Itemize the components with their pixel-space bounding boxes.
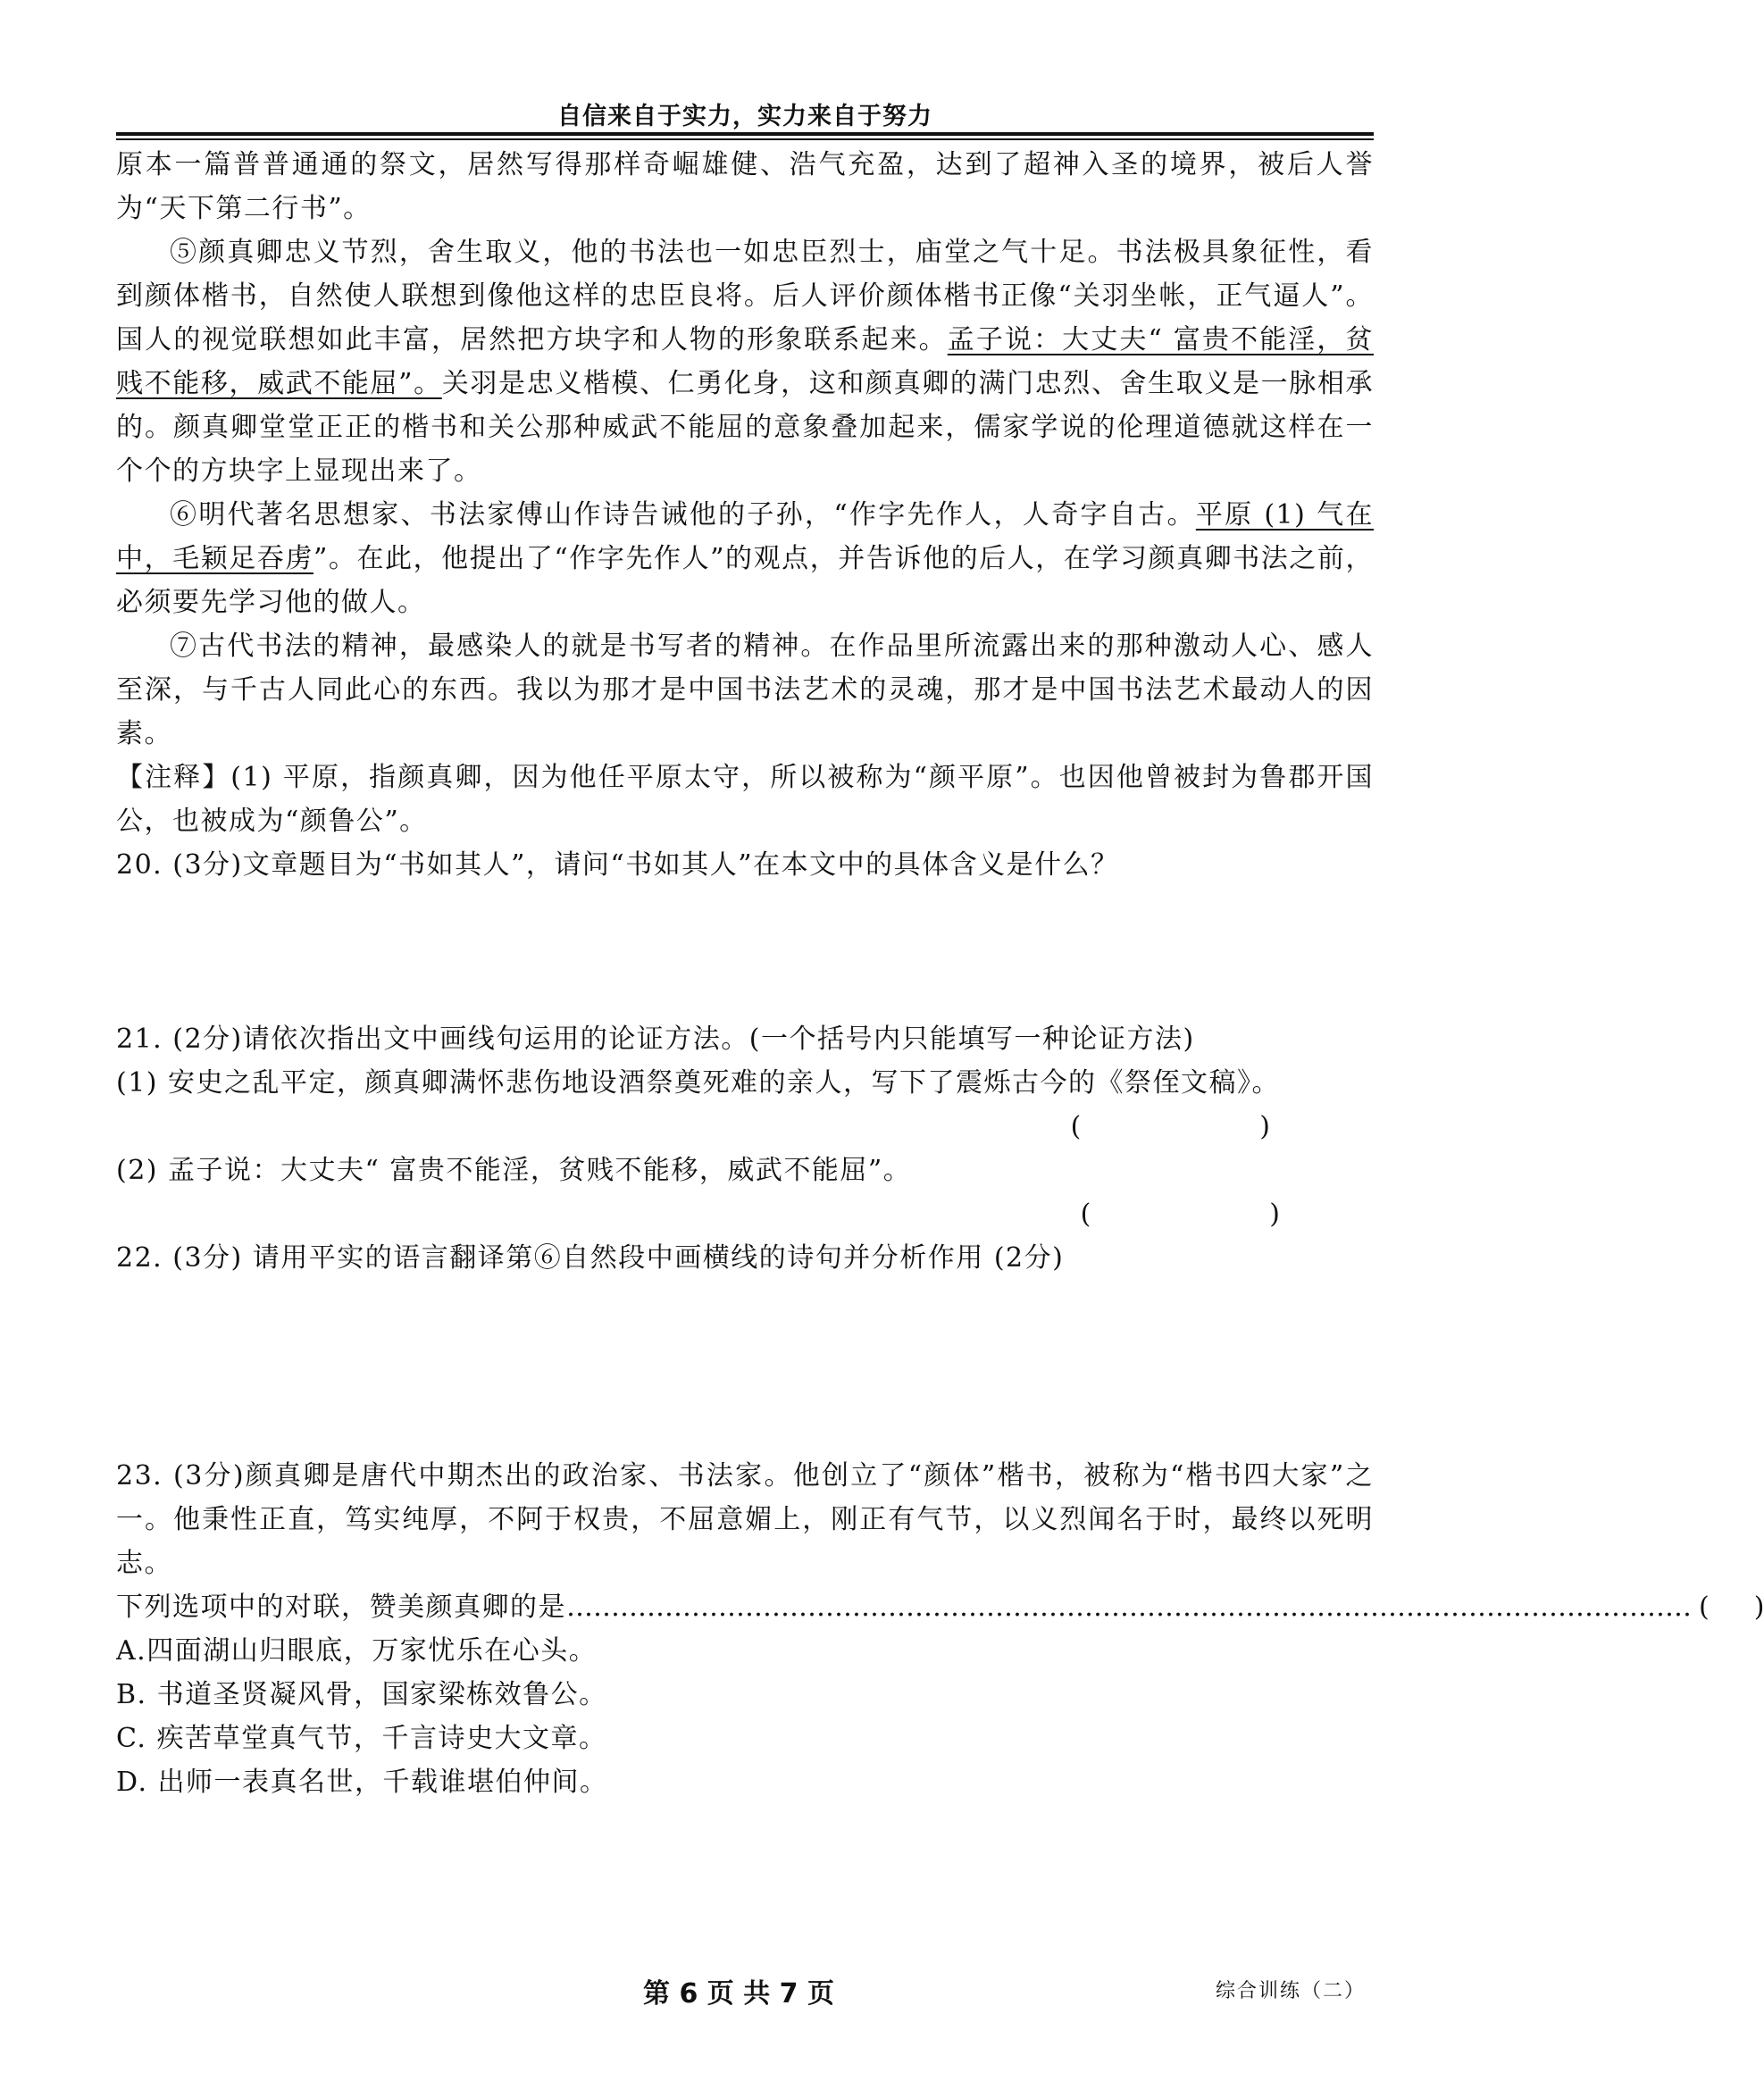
header-rule-thick xyxy=(116,132,1374,136)
document-body xyxy=(116,143,1764,1804)
paragraph-6-text-a: ⑥明代著名思想家、书法家傅山作诗告诫他的子孙，“作字先作人，人奇字自古。 xyxy=(170,499,1196,531)
question-23-prompt-row xyxy=(116,1585,1764,1629)
option-a: A.四面湖山归眼底，万家忧乐在心头。 xyxy=(116,1635,598,1667)
annotation-note: 【注释】(1) 平原，指颜真卿，因为他任平原太守，所以被称为“颜平原”。也因他曾被封为鲁郡开国公，也被成为“颜鲁公”。 xyxy=(116,762,1374,837)
paragraph-6-underlined-poem: 平原 (1) 气在中，毛颖足吞虏 xyxy=(116,499,1374,574)
page-number: 第 6 页 共 7 页 xyxy=(643,1978,834,2010)
answer-blank-23[interactable]: ( ) xyxy=(1699,1592,1764,1623)
paragraph-5-text-b: 关羽是忠义楷模、仁勇化身，这和颜真卿的满门忠烈、舍生取义是一脉相承的。颜真卿堂堂正正的楷书和关公那种威武不能屈的意象叠加起来，儒家学说的伦理道德就这样在一个个的方块字上显现出来了。 xyxy=(116,368,1374,487)
paragraph-6-text-b: ”。在此，他提出了“作字先作人”的观点，并告诉他的后人，在学习颜真卿书法之前，必须要先学习他的做人。 xyxy=(116,543,1374,618)
answer-space-20[interactable] xyxy=(116,887,1374,1017)
paragraph-6 xyxy=(116,493,1374,624)
header-rule-thin xyxy=(116,138,1374,140)
option-b: B. 书道圣贤凝风骨，国家梁栋效鲁公。 xyxy=(116,1679,607,1710)
paragraph-5 xyxy=(116,230,1374,493)
header-motto: 自信来自于实力，实力来自于努力 xyxy=(557,103,932,130)
paragraph-7: ⑦古代书法的精神，最感染人的就是书写者的精神。在作品里所流露出来的那种激动人心、感人至深，与千古人同此心的东西。我以为那才是中国书法艺术的灵魂，那才是中国书法艺术最动人的因素。 xyxy=(116,631,1374,749)
answer-blank-21-2[interactable]: ( ) xyxy=(1080,1199,1280,1230)
leader-dots: ……………………………………………………………………………………………………………… xyxy=(566,1592,1692,1623)
answer-space-22[interactable] xyxy=(116,1280,1374,1454)
answer-blank-21-1[interactable]: ( ) xyxy=(1070,1111,1270,1142)
question-23-prompt: 下列选项中的对联，赞美颜真卿的是 xyxy=(116,1592,566,1623)
paragraph-5-text-a: ⑤颜真卿忠义节烈，舍生取义，他的书法也一如忠臣烈士，庙堂之气十足。书法极具象征性，看到颜体楷书，自然使人联想到像他这样的忠臣良将。后人评价颜体楷书正像“关羽坐帐，正气逼人”。国人的视觉联想如此丰富，居然把方块字和人物的形象联系起来。 xyxy=(116,237,1374,355)
option-d: D. 出师一表真名世，千载谁堪伯仲间。 xyxy=(116,1767,608,1798)
question-21-item-2: (2) 孟子说：大丈夫“ 富贵不能淫，贫贱不能移，威武不能屈”。 xyxy=(116,1155,912,1186)
paragraph-continued: 原本一篇普普通通的祭文，居然写得那样奇崛雄健、浩气充盈，达到了超神入圣的境界，被后人誉为“天下第二行书”。 xyxy=(116,149,1374,224)
paragraph-5-underlined-quote: 孟子说：大丈夫“ 富贵不能淫，贫贱不能移，威武不能屈”。 xyxy=(116,324,1374,399)
question-23-stem: 23. (3分)颜真卿是唐代中期杰出的政治家、书法家。他创立了“颜体”楷书，被称为“楷书四大家”之一。他秉性正直，笃实纯厚，不阿于权贵，不屈意媚上，刚正有气节，以义烈闻名于时，最终以死明志。 xyxy=(116,1460,1374,1579)
question-20: 20. (3分)文章题目为“书如其人”，请问“书如其人”在本文中的具体含义是什么？ xyxy=(116,849,1119,881)
question-21: 21. (2分)请依次指出文中画线句运用的论证方法。(一个括号内只能填写一种论证方法) xyxy=(116,1024,1195,1055)
question-22: 22. (3分) 请用平实的语言翻译第⑥自然段中画横线的诗句并分析作用 (2分) xyxy=(116,1242,1065,1274)
footer-tag: 综合训练（二） xyxy=(1215,1980,1366,2002)
question-21-item-1: (1) 安史之乱平定，颜真卿满怀悲伤地设酒祭奠死难的亲人，写下了震烁古今的《祭侄文稿》。 xyxy=(116,1067,1281,1099)
option-c: C. 疾苦草堂真气节，千言诗史大文章。 xyxy=(116,1723,607,1754)
